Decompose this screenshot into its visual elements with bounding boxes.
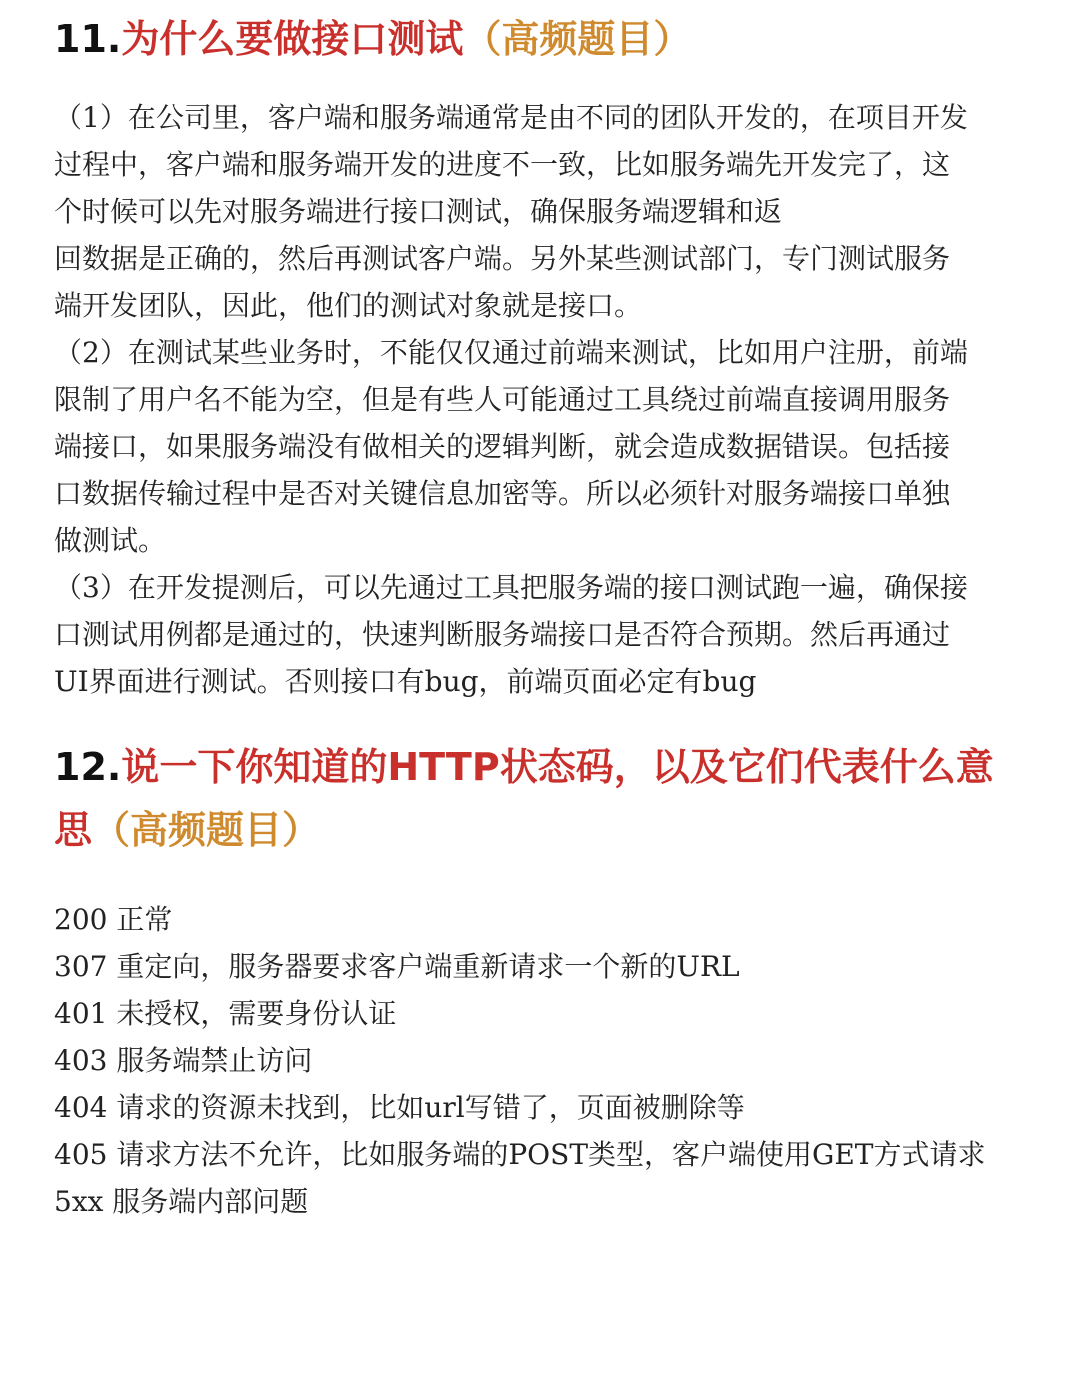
section-12-title-line2: 思 — [54, 808, 93, 852]
section-11-number: 11. — [54, 17, 122, 61]
section-12-heading — [54, 734, 994, 800]
section-11-heading — [54, 6, 691, 72]
body-line: 过程中，客户端和服务端开发的进度不一致，比如服务端先开发完了，这 — [54, 148, 951, 181]
status-code-item: 403 服务端禁止访问 — [54, 1044, 313, 1077]
section-11-body — [54, 94, 1044, 705]
section-11-title: 为什么要做接口测试 — [121, 17, 464, 61]
status-code-item: 307 重定向，服务器要求客户端重新请求一个新的URL — [54, 950, 740, 983]
section-12-number: 12. — [54, 745, 122, 789]
body-line: （3）在开发提测后，可以先通过工具把服务端的接口测试跑一遍，确保接 — [54, 571, 968, 604]
body-line: 端开发团队，因此，他们的测试对象就是接口。 — [54, 289, 643, 322]
body-line: 做测试。 — [54, 524, 167, 557]
body-line: UI界面进行测试。否则接口有bug，前端页面必定有bug — [54, 665, 757, 698]
status-code-item: 405 请求方法不允许，比如服务端的POST类型，客户端使用GET方式请求 — [54, 1138, 986, 1171]
body-line: （2）在测试某些业务时，不能仅仅通过前端来测试，比如用户注册，前端 — [54, 336, 968, 369]
status-code-item: 5xx 服务端内部问题 — [54, 1185, 309, 1218]
body-line: 回数据是正确的，然后再测试客户端。另外某些测试部门，专门测试服务 — [54, 242, 951, 275]
body-line: 个时候可以先对服务端进行接口测试，确保服务端逻辑和返 — [54, 195, 783, 228]
body-line: 口测试用例都是通过的，快速判断服务端接口是否符合预期。然后再通过 — [54, 618, 951, 651]
body-line: 端接口，如果服务端没有做相关的逻辑判断，就会造成数据错误。包括接 — [54, 430, 951, 463]
status-code-list — [54, 896, 1044, 1225]
section-12-heading-continued — [54, 797, 320, 863]
body-line: （1）在公司里，客户端和服务端通常是由不同的团队开发的，在项目开发 — [54, 101, 968, 134]
section-11-tag: （高频题目） — [463, 17, 692, 61]
section-12-title-line1: 说一下你知道的HTTP状态码，以及它们代表什么意 — [121, 745, 994, 789]
status-code-item: 404 请求的资源未找到，比如url写错了，页面被删除等 — [54, 1091, 745, 1124]
status-code-item: 200 正常 — [54, 903, 173, 936]
status-code-item: 401 未授权，需要身份认证 — [54, 997, 397, 1030]
section-12-tag: （高频题目） — [92, 808, 321, 852]
body-line: 口数据传输过程中是否对关键信息加密等。所以必须针对服务端接口单独 — [54, 477, 951, 510]
body-line: 限制了用户名不能为空，但是有些人可能通过工具绕过前端直接调用服务 — [54, 383, 951, 416]
